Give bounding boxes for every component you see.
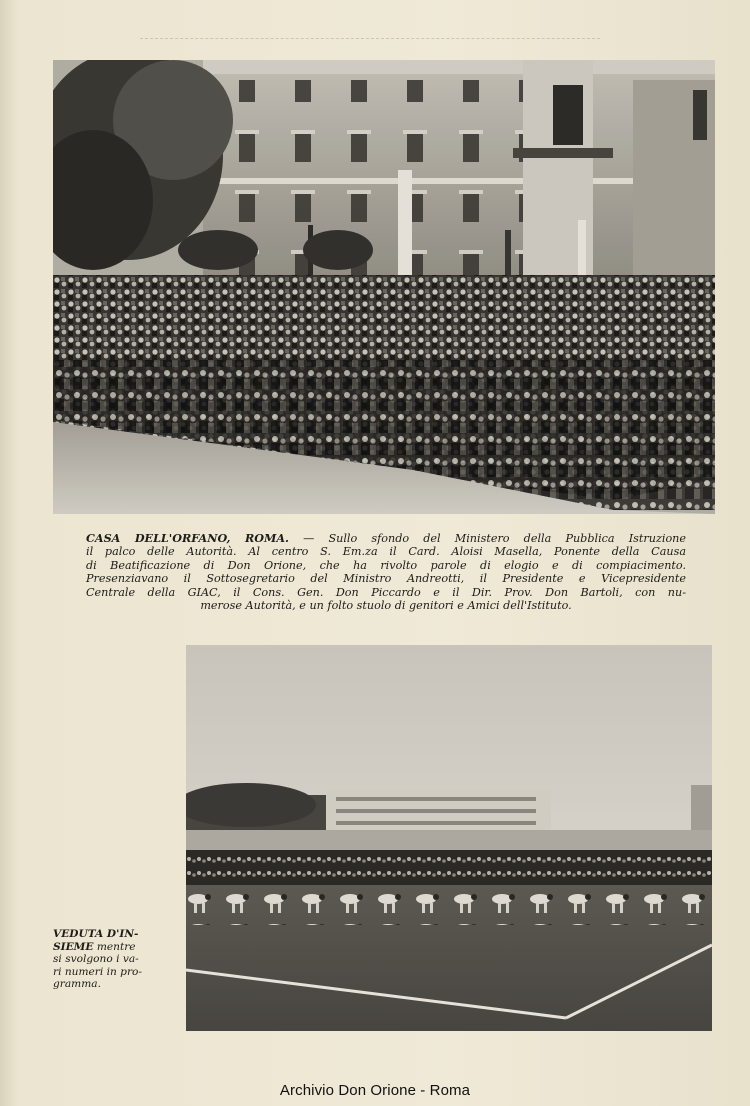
- caption-line: si svolgono i va-: [53, 953, 139, 966]
- caption-line-text: — Sullo sfondo del Ministero della Pubblica Istruzione: [288, 532, 686, 545]
- archive-footer: Archivio Don Orione - Roma: [279, 1082, 471, 1099]
- photo-grandstand-authorities: [53, 60, 715, 514]
- caption-line: Centrale della GIAC, il Cons. Gen. Don Piccardo e il Dir. Prov. Don Bartoli, con nu-: [86, 585, 686, 599]
- caption-line: di Beatificazione di Don Orione, che ha rivolto parole di elogio e di compiacimento.: [86, 558, 686, 572]
- caption-line: [86, 532, 686, 545]
- caption-line: merose Autorità, e un folto stuolo di genitori e Amici dell'Istituto.: [200, 599, 572, 613]
- photo-field-exercises: [186, 645, 712, 1031]
- caption-grandstand: [86, 532, 686, 612]
- caption-line: ri numeri in pro-: [53, 965, 142, 978]
- print-artifact: [140, 38, 600, 43]
- caption-field: [53, 928, 163, 991]
- caption-lead: SIEME: [53, 940, 94, 953]
- caption-line: [53, 941, 163, 954]
- caption-line-text: mentre: [93, 940, 136, 953]
- caption-lead: VEDUTA D'IN-: [53, 928, 139, 940]
- photo-grandstand-image: [53, 60, 715, 514]
- caption-lead: CASA DELL'ORFANO, ROMA.: [86, 531, 289, 545]
- photo-field-image: [186, 645, 712, 1031]
- caption-line: il palco delle Autorità. Al centro S. Em.za il Card. Aloisi Masella, Ponente della Causa: [86, 545, 686, 559]
- caption-line: Presenziavano il Sottosegretario del Ministro Andreotti, il Presidente e Vicepresidente: [86, 572, 686, 586]
- caption-line: gramma.: [53, 978, 101, 991]
